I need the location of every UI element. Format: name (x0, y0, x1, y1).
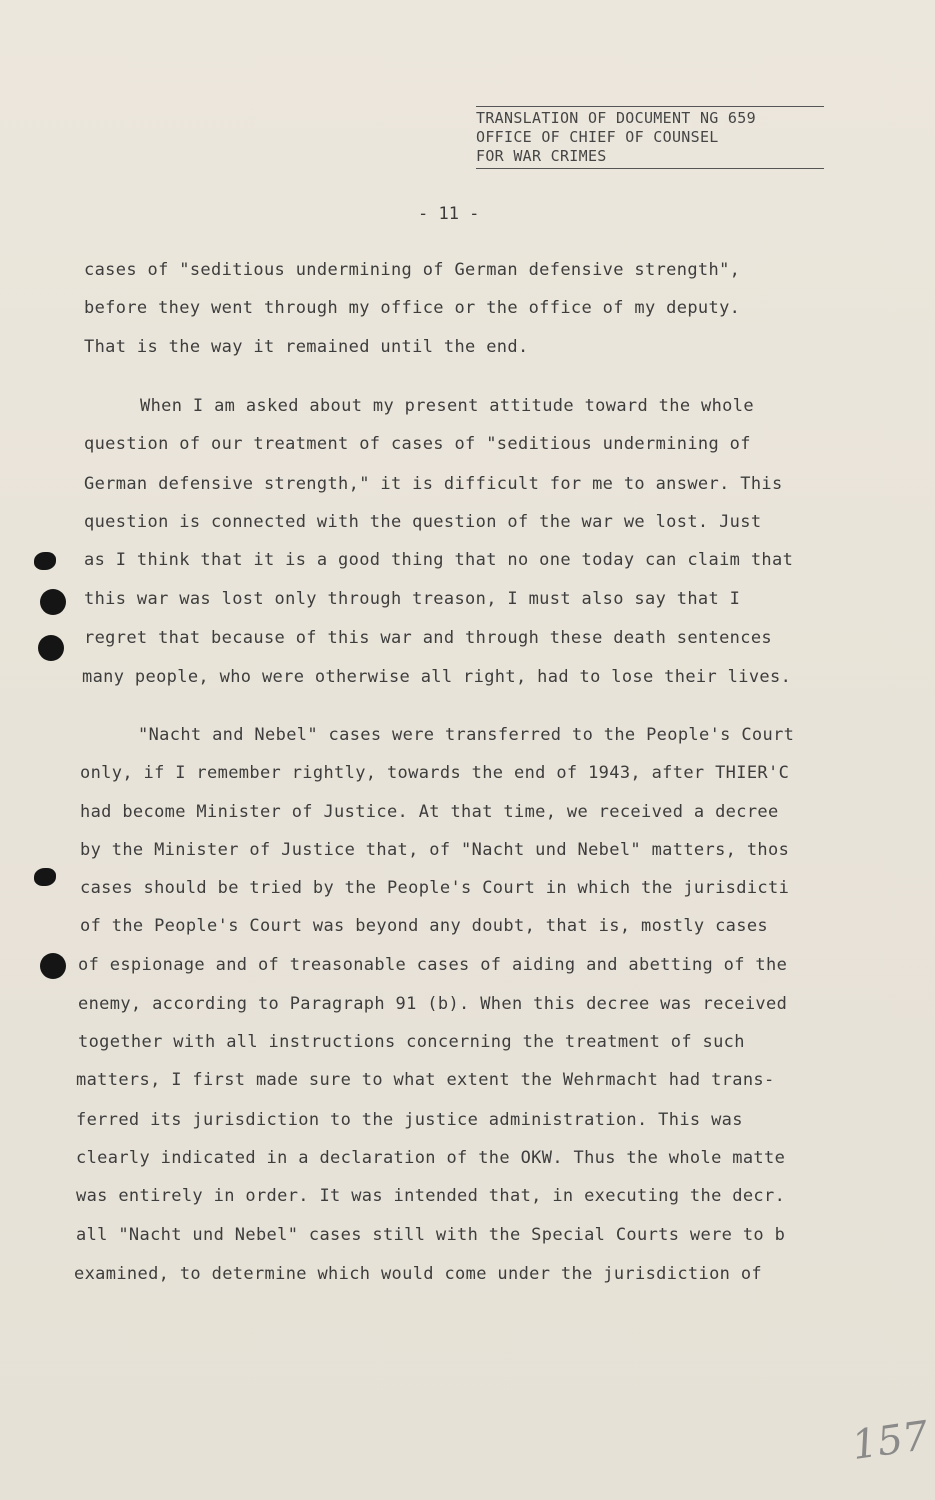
body-line: all "Nacht und Nebel" cases still with the Special Courts were to b (76, 1225, 786, 1245)
body-line: examined, to determine which would come under the jurisdiction of (74, 1264, 763, 1284)
body-line: as I think that it is a good thing that no one today can claim that (84, 550, 794, 570)
body-line: before they went through my office or the office of my deputy. (84, 298, 741, 318)
body-line: German defensive strength," it is difficult for me to answer. This (84, 474, 783, 494)
body-line: many people, who were otherwise all right, had to lose their lives. (82, 667, 792, 687)
body-line: question is connected with the question of the war we lost. Just (84, 512, 762, 532)
body-line: together with all instructions concerning the treatment of such (78, 1032, 745, 1052)
body-line: only, if I remember rightly, towards the end of 1943, after THIER'C (80, 763, 790, 783)
punch-hole (40, 953, 66, 979)
body-line: by the Minister of Justice that, of "Nacht und Nebel" matters, thos (80, 840, 790, 860)
body-line: ferred its jurisdiction to the justice administration. This was (76, 1110, 743, 1130)
body-line: matters, I first made sure to what extent the Wehrmacht had trans- (76, 1070, 775, 1090)
punch-hole (38, 635, 64, 661)
body-line: "Nacht and Nebel" cases were transferred to the People's Court (138, 725, 795, 745)
body-line: had become Minister of Justice. At that time, we received a decree (80, 802, 779, 822)
body-line: When I am asked about my present attitude toward the whole (140, 396, 754, 416)
body-line: That is the way it remained until the end. (84, 337, 529, 357)
body-line: regret that because of this war and through these death sentences (84, 628, 773, 648)
page-number: - 11 - (418, 204, 480, 224)
handwritten-page-annotation: 157 (849, 1412, 932, 1470)
body-line: question of our treatment of cases of "seditious undermining of (84, 434, 751, 454)
header-line: FOR WAR CRIMES (476, 147, 607, 165)
punch-hole (40, 589, 66, 615)
header-line: TRANSLATION OF DOCUMENT NG 659 (476, 109, 756, 127)
body-line: cases should be tried by the People's Court in which the jurisdicti (80, 878, 790, 898)
punch-hole (34, 868, 56, 886)
body-line: of espionage and of treasonable cases of aiding and abetting of the (78, 955, 788, 975)
body-line: enemy, according to Paragraph 91 (b). When this decree was received (78, 994, 788, 1014)
punch-hole (34, 552, 56, 570)
body-line: this war was lost only through treason, I must also say that I (84, 589, 741, 609)
body-line: was entirely in order. It was intended that, in executing the decr. (76, 1186, 786, 1206)
header-line: OFFICE OF CHIEF OF COUNSEL (476, 128, 719, 146)
body-line: of the People's Court was beyond any doubt, that is, mostly cases (80, 916, 769, 936)
body-line: cases of "seditious undermining of German defensive strength", (84, 260, 741, 280)
body-line: clearly indicated in a declaration of the OKW. Thus the whole matte (76, 1148, 786, 1168)
document-header (476, 106, 824, 169)
